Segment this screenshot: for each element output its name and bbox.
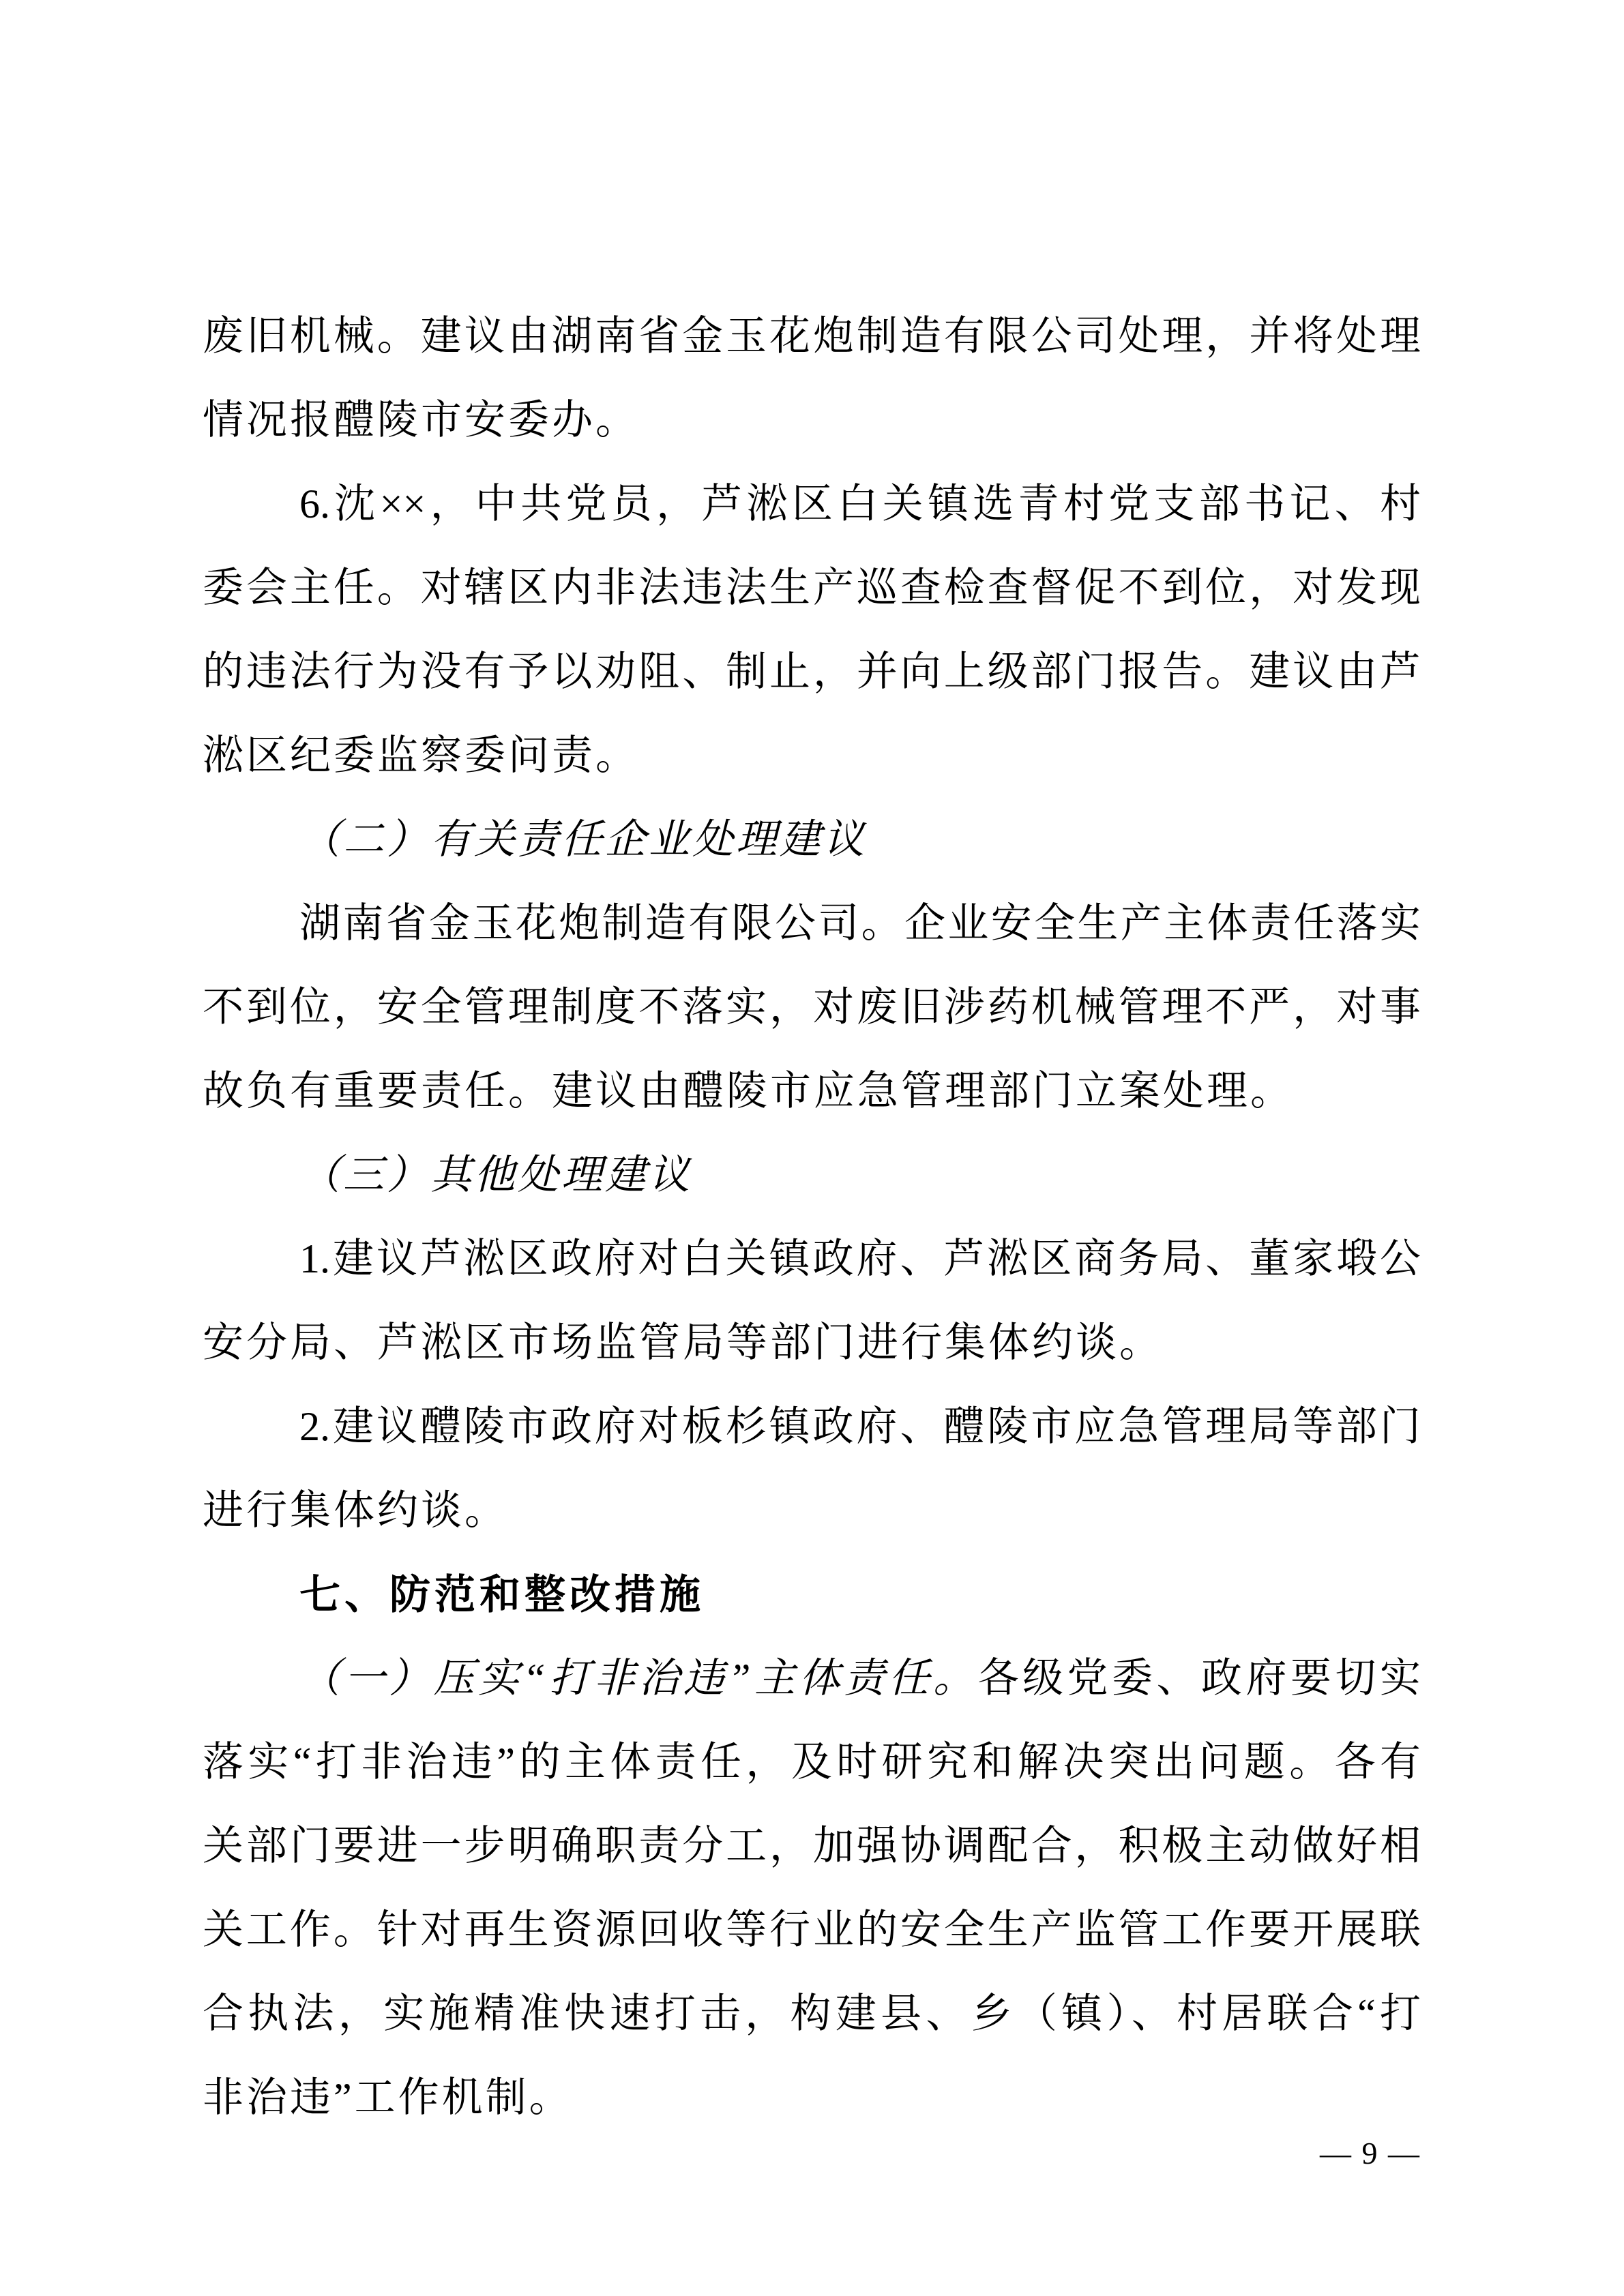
page-number: — 9 — xyxy=(1320,2136,1421,2171)
kai-run: （一）压实“打非治违”主体责任。 xyxy=(299,1656,978,1701)
chapter-heading-7: 七、防范和整改措施 xyxy=(299,1572,705,1617)
document-line: 的违法行为没有予以劝阻、制止，并向上级部门报告。建议由芦 xyxy=(203,649,1421,694)
document-line: 委会主任。对辖区内非法违法生产巡查检查督促不到位，对发现 xyxy=(203,565,1421,610)
document-line: 进行集体约谈。 xyxy=(203,1488,508,1533)
document-line: 情况报醴陵市安委办。 xyxy=(203,398,639,443)
section-heading-2: （二）有关责任企业处理建议 xyxy=(299,817,867,862)
document-line: 不到位，安全管理制度不落实，对废旧涉药机械管理不严，对事 xyxy=(203,985,1421,1030)
document-line: 6.沈××，中共党员，芦淞区白关镇选青村党支部书记、村 xyxy=(299,481,1421,526)
document-body xyxy=(203,295,1421,2140)
section-heading-3: （三）其他处理建议 xyxy=(299,1152,692,1197)
document-line: 非治违”工作机制。 xyxy=(203,2075,573,2120)
document-line: 安分局、芦淞区市场监管局等部门进行集体约谈。 xyxy=(203,1320,1163,1365)
document-line: 故负有重要责任。建议由醴陵市应急管理部门立案处理。 xyxy=(203,1069,1294,1114)
document-line xyxy=(203,1637,1421,1720)
document-line: 废旧机械。建议由湖南省金玉花炮制造有限公司处理，并将处理 xyxy=(203,314,1421,359)
document-line: 落实“打非治违”的主体责任，及时研究和解决突出问题。各有 xyxy=(203,1740,1421,1785)
document-line: 湖南省金玉花炮制造有限公司。企业安全生产主体责任落实 xyxy=(299,901,1421,946)
document-line: 关工作。针对再生资源回收等行业的安全生产监管工作要开展联 xyxy=(203,1907,1421,1952)
document-line: 1.建议芦淞区政府对白关镇政府、芦淞区商务局、董家塅公 xyxy=(299,1236,1421,1281)
document-line: 关部门要进一步明确职责分工，加强协调配合，积极主动做好相 xyxy=(203,1823,1421,1868)
document-line: 淞区纪委监察委问责。 xyxy=(203,733,639,778)
body-run: 各级党委、政府要切实 xyxy=(977,1656,1421,1701)
document-line: 2.建议醴陵市政府对板杉镇政府、醴陵市应急管理局等部门 xyxy=(299,1404,1421,1449)
document-line: 合执法，实施精准快速打击，构建县、乡（镇）、村居联合“打 xyxy=(203,1991,1421,2036)
